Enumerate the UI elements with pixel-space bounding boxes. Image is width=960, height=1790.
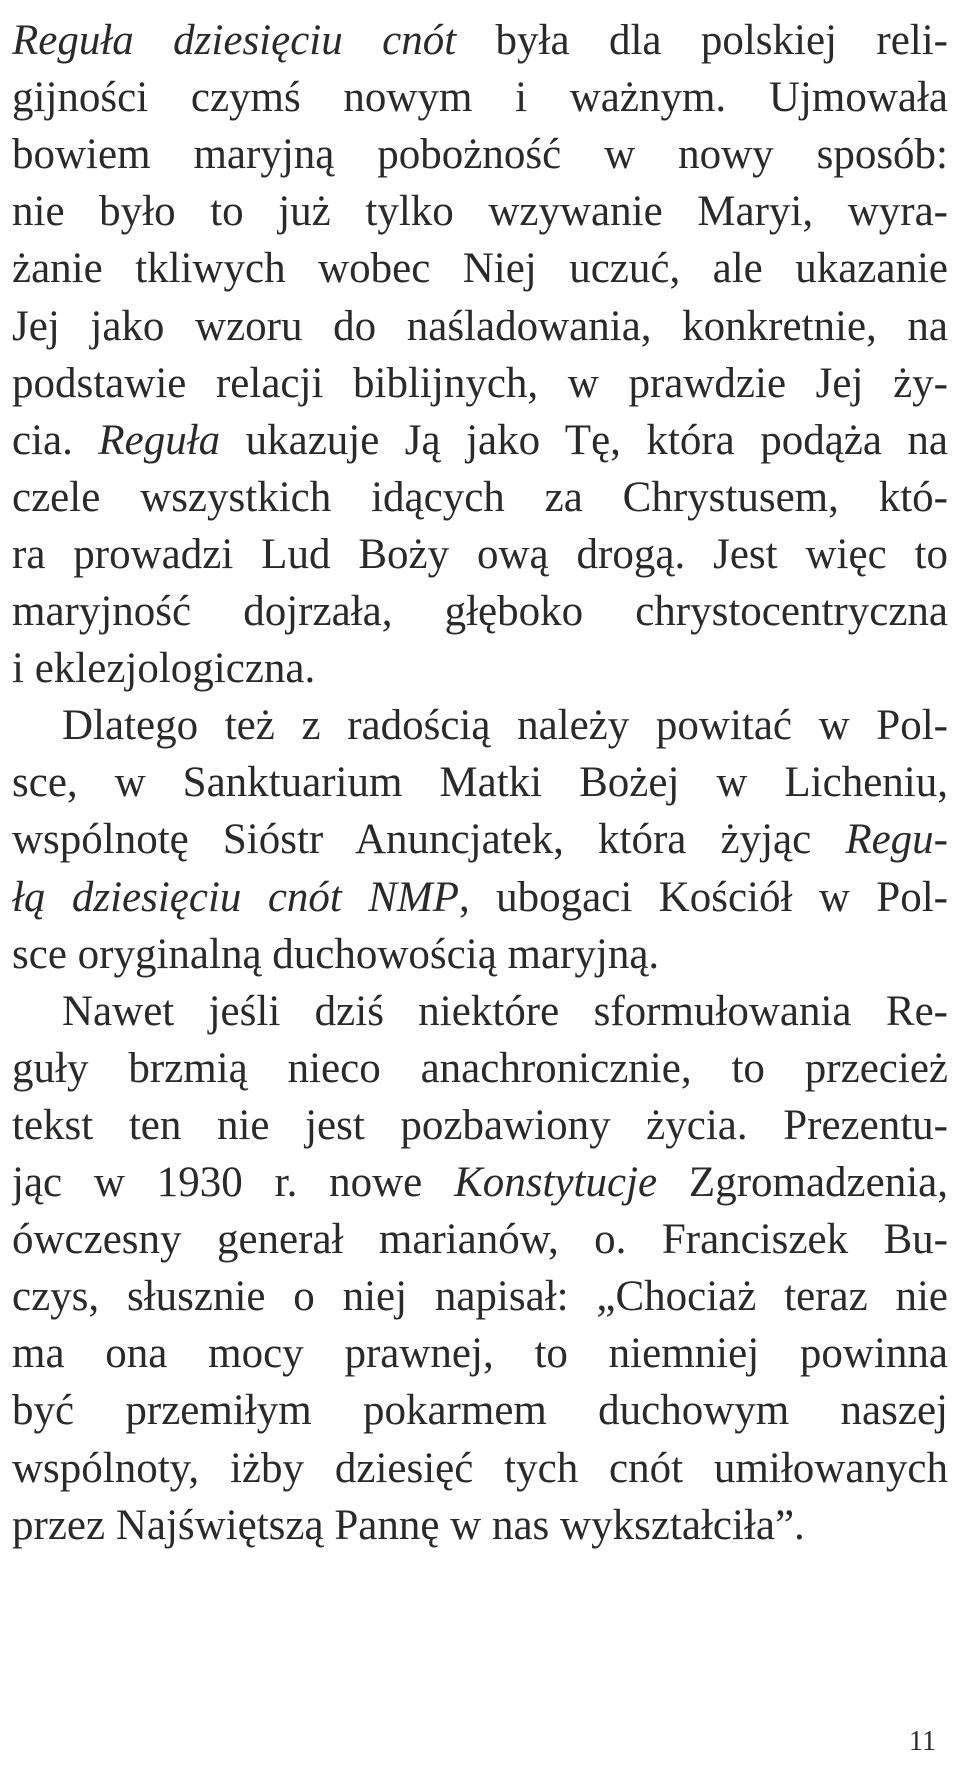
text-line [12,294,948,360]
text-line [12,522,948,588]
text-line [12,1378,948,1444]
italic-text: łą dziesięciu cnót NMP [12,873,460,921]
text-line [12,750,948,816]
text-run: guły brzmią nieco anachronicznie, to przecież [12,1044,948,1092]
italic-text: Konstytucje [454,1159,658,1206]
text-run: nie było to już tylko wzywanie Maryi, wyra- [12,188,948,236]
text-run: jąc w 1930 r. nowe [12,1159,455,1206]
text-run: przez Najświętszą Pannę w nas wykształciła”. [12,1501,805,1549]
italic-text: Reguła [98,416,221,464]
text-run: gijności czymś nowym i ważnym. Ujmowała [12,74,948,122]
text-line [12,1036,948,1102]
text-run: tekst ten nie jest pozbawiony życia. Prezentu- [12,1101,948,1149]
text-line [12,636,948,702]
text-run: , ubogaci Kościół w Pol- [459,873,948,921]
page-number: 11 [909,1726,936,1757]
text-line [12,408,948,474]
text-run: cia. [12,416,99,464]
text-line [12,922,948,988]
text-line [12,351,948,417]
text-run: sce, w Sanktuarium Matki Bożej w Licheniu, [12,759,948,807]
text-run: maryjność dojrzała, głęboko chrystocentryczna [12,588,948,635]
text-line [12,8,948,74]
text-run: wspólnotę Sióstr Anuncjatek, która żyjąc [12,816,846,864]
text-line [12,807,948,873]
text-run: podstawie relacji biblijnych, w prawdzie Jej ży- [12,359,948,407]
text-run: ukazuje Ją jako Tę, która podąża na [220,416,948,464]
text-run: bowiem maryjną pobożność w nowy sposób: [12,131,948,179]
text-run: wspólnoty, iżby dziesięć tych cnót umiłowanych [12,1444,948,1492]
text-line [12,579,948,645]
text-run: Dlatego też z radością należy powitać w Pol- [62,702,948,750]
text-run: Jej jako wzoru do naśladowania, konkretnie, na [12,302,948,350]
text-line [12,236,948,302]
italic-text: Reguła dziesięciu cnót [12,17,457,64]
text-line [12,65,948,131]
text-line [12,1264,948,1330]
text-run: sce oryginalną duchowością maryjną. [12,930,660,978]
text-line [12,1493,948,1559]
text-run: ówczesny generał marianów, o. Franciszek Bu- [12,1216,948,1264]
text-line [12,465,948,531]
text-line [12,122,948,188]
text-run: czys, słusznie o niej napisał: „Chociaż teraz nie [12,1273,948,1321]
text-line [12,979,948,1045]
text-run: Zgromadzenia, [657,1159,948,1206]
text-line [12,179,948,245]
text-line [12,1207,948,1273]
text-line [12,1093,948,1159]
text-line [12,1321,948,1387]
text-run: ra prowadzi Lud Boży ową drogą. Jest więc to [12,530,948,578]
text-line [12,1436,948,1502]
text-line [12,865,948,931]
text-line [12,693,948,759]
text-run: była dla polskiej reli- [456,17,948,64]
text-run: czele wszystkich idących za Chrystusem, któ- [12,473,948,521]
italic-text: Regu- [845,816,948,864]
text-run: ma ona mocy prawnej, to niemniej powinna [12,1330,948,1378]
text-run: żanie tkliwych wobec Niej uczuć, ale ukazanie [12,245,948,293]
text-line [12,1150,948,1216]
text-run: i eklezjologiczna. [12,645,316,693]
text-run: Nawet jeśli dziś niektóre sformułowania Re- [62,987,948,1035]
text-run: być przemiłym pokarmem duchowym naszej [12,1387,948,1435]
